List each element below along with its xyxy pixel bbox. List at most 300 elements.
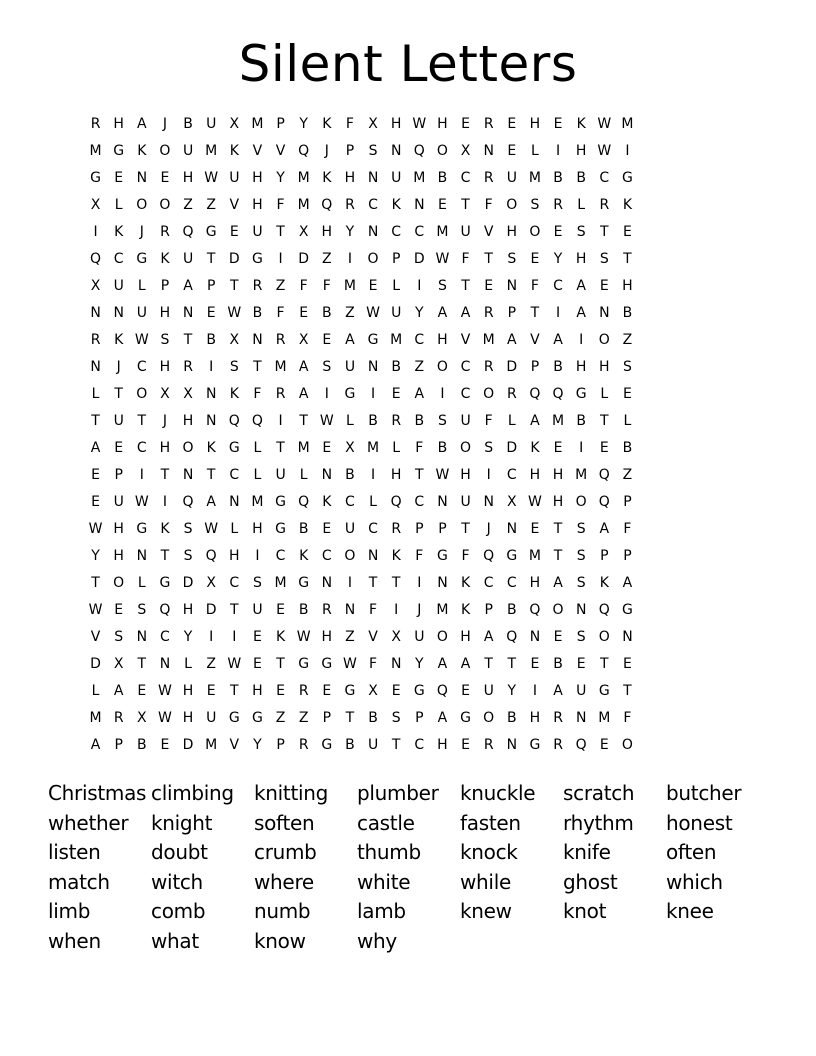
- grid-letter[interactable]: H: [437, 332, 448, 348]
- grid-letter[interactable]: R: [599, 197, 610, 213]
- grid-letter[interactable]: E: [461, 683, 470, 699]
- grid-letter[interactable]: H: [390, 467, 402, 483]
- grid-letter[interactable]: S: [484, 440, 494, 456]
- grid-letter[interactable]: G: [228, 710, 240, 726]
- grid-letter[interactable]: N: [506, 737, 518, 753]
- grid-letter[interactable]: H: [182, 683, 194, 699]
- grid-letter[interactable]: B: [252, 305, 263, 321]
- grid-letter[interactable]: I: [394, 602, 399, 618]
- grid-letter[interactable]: V: [275, 143, 286, 159]
- grid-letter[interactable]: N: [136, 548, 148, 564]
- grid-letter[interactable]: R: [483, 116, 494, 132]
- grid-letter[interactable]: N: [437, 494, 448, 510]
- grid-letter[interactable]: T: [276, 224, 285, 240]
- grid-letter[interactable]: H: [552, 467, 564, 483]
- grid-letter[interactable]: O: [460, 440, 472, 456]
- grid-letter[interactable]: Y: [553, 251, 563, 267]
- grid-letter[interactable]: X: [183, 386, 193, 402]
- grid-letter[interactable]: K: [530, 440, 540, 456]
- grid-letter[interactable]: N: [182, 305, 194, 321]
- grid-letter[interactable]: Y: [507, 683, 517, 699]
- grid-letter[interactable]: L: [137, 278, 146, 294]
- grid-letter[interactable]: Z: [414, 359, 425, 375]
- grid-letter[interactable]: H: [552, 494, 564, 510]
- grid-letter[interactable]: I: [579, 440, 584, 456]
- grid-letter[interactable]: U: [136, 305, 147, 321]
- grid-letter[interactable]: O: [159, 197, 171, 213]
- grid-letter[interactable]: X: [90, 197, 101, 213]
- grid-letter[interactable]: F: [530, 278, 539, 294]
- grid-letter[interactable]: B: [622, 440, 633, 456]
- grid-letter[interactable]: L: [346, 413, 354, 429]
- grid-letter[interactable]: C: [483, 575, 494, 591]
- grid-letter[interactable]: O: [436, 359, 448, 375]
- grid-letter[interactable]: G: [136, 521, 148, 537]
- grid-letter[interactable]: T: [368, 575, 378, 591]
- grid-letter[interactable]: G: [460, 710, 471, 726]
- grid-letter[interactable]: T: [553, 548, 563, 564]
- grid-letter[interactable]: G: [321, 656, 333, 672]
- grid-letter[interactable]: A: [298, 386, 309, 402]
- grid-letter[interactable]: S: [322, 359, 332, 375]
- grid-letter[interactable]: Q: [228, 413, 240, 429]
- grid-letter[interactable]: Y: [415, 656, 424, 672]
- grid-letter[interactable]: M: [413, 170, 426, 186]
- grid-letter[interactable]: Z: [622, 332, 633, 348]
- grid-letter[interactable]: R: [506, 386, 517, 402]
- grid-letter[interactable]: G: [136, 251, 148, 267]
- grid-letter[interactable]: H: [252, 683, 263, 699]
- grid-letter[interactable]: C: [345, 494, 355, 510]
- grid-letter[interactable]: A: [507, 332, 517, 348]
- grid-letter[interactable]: G: [113, 143, 125, 159]
- grid-letter[interactable]: Y: [415, 305, 424, 321]
- grid-letter[interactable]: J: [486, 521, 491, 537]
- grid-letter[interactable]: E: [599, 737, 609, 753]
- grid-letter[interactable]: H: [575, 143, 587, 159]
- grid-letter[interactable]: Q: [90, 251, 102, 267]
- grid-letter[interactable]: H: [229, 548, 240, 564]
- grid-letter[interactable]: W: [366, 305, 380, 321]
- grid-letter[interactable]: N: [390, 656, 402, 672]
- grid-letter[interactable]: C: [113, 251, 124, 267]
- grid-letter[interactable]: G: [159, 575, 171, 591]
- grid-letter[interactable]: T: [137, 413, 147, 429]
- grid-letter[interactable]: S: [437, 413, 447, 429]
- grid-letter[interactable]: T: [91, 413, 100, 429]
- grid-letter[interactable]: N: [367, 359, 379, 375]
- grid-letter[interactable]: I: [532, 683, 537, 699]
- grid-letter[interactable]: G: [506, 548, 518, 564]
- grid-letter[interactable]: I: [93, 224, 98, 240]
- grid-letter[interactable]: A: [576, 278, 586, 294]
- grid-letter[interactable]: F: [276, 197, 285, 213]
- grid-letter[interactable]: S: [391, 710, 401, 726]
- grid-letter[interactable]: N: [205, 386, 217, 402]
- grid-letter[interactable]: U: [113, 413, 124, 429]
- grid-letter[interactable]: K: [206, 440, 216, 456]
- grid-letter[interactable]: E: [576, 656, 586, 672]
- grid-letter[interactable]: T: [461, 197, 470, 213]
- grid-letter[interactable]: C: [160, 629, 170, 645]
- grid-letter[interactable]: E: [229, 224, 239, 240]
- grid-letter[interactable]: R: [483, 305, 494, 321]
- grid-letter[interactable]: M: [343, 278, 356, 294]
- grid-letter[interactable]: I: [579, 332, 584, 348]
- grid-letter[interactable]: T: [530, 305, 540, 321]
- grid-letter[interactable]: Y: [91, 548, 100, 564]
- grid-letter[interactable]: M: [367, 440, 380, 456]
- grid-letter[interactable]: W: [158, 710, 172, 726]
- grid-letter[interactable]: T: [553, 521, 563, 537]
- grid-letter[interactable]: P: [600, 548, 609, 564]
- grid-letter[interactable]: H: [113, 116, 124, 132]
- grid-letter[interactable]: U: [113, 278, 124, 294]
- grid-letter[interactable]: Z: [345, 305, 355, 321]
- grid-letter[interactable]: O: [436, 629, 448, 645]
- grid-letter[interactable]: F: [253, 386, 262, 402]
- grid-letter[interactable]: P: [623, 548, 632, 564]
- grid-letter[interactable]: A: [298, 359, 309, 375]
- grid-letter[interactable]: W: [158, 683, 172, 699]
- grid-letter[interactable]: G: [298, 575, 310, 591]
- grid-letter[interactable]: N: [575, 602, 587, 618]
- grid-letter[interactable]: A: [183, 278, 193, 294]
- grid-letter[interactable]: T: [230, 278, 239, 294]
- grid-letter[interactable]: X: [391, 629, 401, 645]
- grid-letter[interactable]: U: [367, 737, 379, 753]
- grid-letter[interactable]: R: [553, 737, 563, 753]
- grid-letter[interactable]: M: [297, 197, 310, 213]
- grid-letter[interactable]: N: [483, 143, 494, 159]
- grid-letter[interactable]: I: [162, 494, 167, 510]
- grid-letter[interactable]: E: [253, 629, 262, 645]
- grid-letter[interactable]: T: [391, 575, 401, 591]
- grid-letter[interactable]: E: [114, 602, 124, 618]
- grid-letter[interactable]: T: [299, 413, 308, 429]
- grid-letter[interactable]: L: [230, 521, 239, 537]
- grid-letter[interactable]: K: [599, 575, 609, 591]
- grid-letter[interactable]: Q: [251, 413, 263, 429]
- grid-letter[interactable]: C: [414, 332, 425, 348]
- grid-letter[interactable]: C: [368, 521, 378, 537]
- grid-letter[interactable]: E: [461, 737, 470, 753]
- grid-letter[interactable]: K: [460, 575, 471, 591]
- grid-letter[interactable]: N: [182, 467, 194, 483]
- grid-letter[interactable]: X: [298, 332, 309, 348]
- grid-letter[interactable]: S: [530, 197, 540, 213]
- grid-letter[interactable]: E: [530, 656, 540, 672]
- grid-letter[interactable]: R: [553, 710, 563, 726]
- grid-letter[interactable]: N: [136, 629, 148, 645]
- grid-letter[interactable]: Z: [183, 197, 193, 213]
- grid-letter[interactable]: V: [460, 332, 471, 348]
- grid-letter[interactable]: E: [91, 494, 100, 510]
- grid-letter[interactable]: S: [252, 575, 262, 591]
- grid-letter[interactable]: B: [391, 359, 401, 375]
- grid-letter[interactable]: E: [553, 440, 563, 456]
- grid-letter[interactable]: C: [275, 548, 286, 564]
- grid-letter[interactable]: Z: [206, 656, 216, 672]
- grid-letter[interactable]: F: [415, 548, 424, 564]
- grid-letter[interactable]: X: [160, 386, 170, 402]
- grid-letter[interactable]: H: [460, 467, 471, 483]
- grid-letter[interactable]: U: [460, 494, 471, 510]
- grid-letter[interactable]: T: [345, 710, 355, 726]
- grid-letter[interactable]: I: [486, 467, 491, 483]
- grid-letter[interactable]: J: [139, 224, 144, 240]
- grid-letter[interactable]: G: [598, 683, 610, 699]
- grid-letter[interactable]: P: [322, 710, 332, 726]
- grid-letter[interactable]: W: [597, 143, 612, 159]
- grid-letter[interactable]: G: [437, 548, 448, 564]
- grid-letter[interactable]: D: [228, 251, 240, 267]
- grid-letter[interactable]: K: [114, 224, 124, 240]
- grid-letter[interactable]: U: [483, 683, 494, 699]
- grid-letter[interactable]: N: [136, 170, 148, 186]
- grid-letter[interactable]: S: [368, 143, 378, 159]
- grid-letter[interactable]: V: [530, 332, 540, 348]
- grid-letter[interactable]: O: [344, 548, 356, 564]
- grid-letter[interactable]: G: [622, 602, 633, 618]
- grid-letter[interactable]: L: [600, 386, 609, 402]
- grid-letter[interactable]: Q: [436, 683, 448, 699]
- grid-letter[interactable]: E: [553, 224, 563, 240]
- grid-letter[interactable]: A: [90, 440, 101, 456]
- grid-letter[interactable]: T: [600, 413, 609, 429]
- grid-letter[interactable]: W: [412, 116, 427, 132]
- grid-letter[interactable]: B: [368, 710, 378, 726]
- grid-letter[interactable]: G: [275, 494, 286, 510]
- grid-letter[interactable]: T: [623, 683, 632, 699]
- grid-letter[interactable]: L: [392, 278, 401, 294]
- grid-letter[interactable]: I: [370, 386, 376, 402]
- grid-letter[interactable]: I: [555, 305, 561, 321]
- grid-letter[interactable]: Z: [206, 197, 216, 213]
- grid-letter[interactable]: E: [299, 305, 309, 321]
- grid-letter[interactable]: T: [600, 656, 609, 672]
- grid-letter[interactable]: S: [622, 359, 632, 375]
- grid-letter[interactable]: N: [414, 197, 425, 213]
- grid-letter[interactable]: E: [137, 683, 147, 699]
- grid-letter[interactable]: P: [484, 602, 493, 618]
- grid-letter[interactable]: L: [507, 413, 516, 429]
- grid-letter[interactable]: K: [322, 116, 332, 132]
- grid-letter[interactable]: E: [623, 386, 632, 402]
- grid-letter[interactable]: O: [621, 737, 633, 753]
- grid-letter[interactable]: R: [252, 278, 263, 294]
- grid-letter[interactable]: J: [324, 143, 329, 159]
- grid-letter[interactable]: E: [484, 278, 494, 294]
- grid-letter[interactable]: I: [370, 467, 376, 483]
- grid-letter[interactable]: U: [252, 602, 263, 618]
- grid-letter[interactable]: N: [321, 575, 333, 591]
- grid-letter[interactable]: Z: [298, 710, 309, 726]
- grid-letter[interactable]: E: [276, 602, 285, 618]
- grid-letter[interactable]: H: [529, 575, 541, 591]
- grid-letter[interactable]: E: [114, 440, 124, 456]
- grid-letter[interactable]: E: [253, 656, 262, 672]
- grid-letter[interactable]: E: [206, 305, 216, 321]
- grid-letter[interactable]: L: [114, 197, 123, 213]
- grid-letter[interactable]: T: [461, 278, 470, 294]
- grid-letter[interactable]: E: [91, 467, 100, 483]
- grid-letter[interactable]: U: [113, 494, 124, 510]
- grid-letter[interactable]: T: [137, 656, 147, 672]
- grid-letter[interactable]: A: [113, 683, 124, 699]
- grid-letter[interactable]: B: [622, 305, 633, 321]
- grid-letter[interactable]: U: [391, 305, 402, 321]
- grid-letter[interactable]: P: [206, 278, 216, 294]
- grid-letter[interactable]: Z: [622, 467, 633, 483]
- grid-letter[interactable]: R: [160, 224, 170, 240]
- grid-letter[interactable]: R: [391, 413, 402, 429]
- grid-letter[interactable]: P: [160, 278, 170, 294]
- grid-letter[interactable]: K: [622, 197, 633, 213]
- grid-letter[interactable]: K: [160, 251, 170, 267]
- grid-letter[interactable]: R: [483, 170, 494, 186]
- grid-letter[interactable]: M: [297, 440, 310, 456]
- grid-letter[interactable]: C: [460, 170, 471, 186]
- grid-letter[interactable]: X: [206, 575, 216, 591]
- grid-letter[interactable]: H: [437, 737, 448, 753]
- grid-letter[interactable]: F: [484, 197, 493, 213]
- grid-letter[interactable]: F: [461, 548, 470, 564]
- grid-letter[interactable]: A: [599, 521, 610, 537]
- grid-letter[interactable]: M: [528, 548, 541, 564]
- grid-letter[interactable]: H: [252, 170, 263, 186]
- grid-letter[interactable]: A: [137, 116, 147, 132]
- grid-letter[interactable]: E: [530, 251, 540, 267]
- grid-letter[interactable]: M: [205, 143, 218, 159]
- grid-letter[interactable]: Y: [345, 224, 355, 240]
- grid-letter[interactable]: H: [390, 116, 402, 132]
- grid-letter[interactable]: B: [576, 170, 586, 186]
- grid-letter[interactable]: M: [205, 737, 218, 753]
- grid-letter[interactable]: G: [413, 683, 425, 699]
- grid-letter[interactable]: D: [413, 251, 425, 267]
- grid-letter[interactable]: B: [183, 116, 193, 132]
- grid-letter[interactable]: U: [344, 359, 356, 375]
- grid-letter[interactable]: B: [414, 413, 425, 429]
- grid-letter[interactable]: W: [319, 413, 334, 429]
- grid-letter[interactable]: A: [530, 413, 540, 429]
- grid-letter[interactable]: I: [625, 143, 630, 159]
- grid-letter[interactable]: B: [137, 737, 147, 753]
- grid-letter[interactable]: M: [575, 467, 588, 483]
- grid-letter[interactable]: T: [206, 467, 216, 483]
- grid-letter[interactable]: H: [529, 467, 541, 483]
- grid-letter[interactable]: K: [460, 602, 471, 618]
- grid-letter[interactable]: T: [230, 683, 239, 699]
- grid-letter[interactable]: R: [345, 197, 355, 213]
- grid-letter[interactable]: M: [436, 224, 449, 240]
- grid-letter[interactable]: C: [506, 575, 517, 591]
- grid-letter[interactable]: V: [229, 737, 240, 753]
- grid-letter[interactable]: A: [414, 386, 425, 402]
- grid-letter[interactable]: A: [553, 575, 563, 591]
- grid-letter[interactable]: Q: [529, 386, 541, 402]
- grid-letter[interactable]: L: [577, 197, 586, 213]
- grid-letter[interactable]: U: [391, 170, 402, 186]
- grid-letter[interactable]: B: [322, 305, 332, 321]
- grid-letter[interactable]: Q: [321, 197, 333, 213]
- grid-letter[interactable]: H: [506, 224, 518, 240]
- grid-letter[interactable]: H: [159, 440, 171, 456]
- grid-letter[interactable]: I: [139, 467, 144, 483]
- grid-letter[interactable]: U: [182, 143, 194, 159]
- grid-letter[interactable]: S: [183, 548, 193, 564]
- grid-letter[interactable]: A: [460, 656, 471, 672]
- grid-letter[interactable]: C: [460, 386, 471, 402]
- grid-letter[interactable]: G: [228, 440, 240, 456]
- grid-letter[interactable]: O: [506, 197, 518, 213]
- grid-letter[interactable]: H: [252, 521, 263, 537]
- grid-letter[interactable]: I: [255, 548, 260, 564]
- grid-letter[interactable]: M: [251, 116, 264, 132]
- grid-letter[interactable]: A: [622, 575, 633, 591]
- grid-letter[interactable]: G: [90, 170, 101, 186]
- grid-letter[interactable]: X: [368, 683, 378, 699]
- grid-letter[interactable]: T: [183, 332, 193, 348]
- grid-letter[interactable]: H: [622, 278, 633, 294]
- grid-letter[interactable]: H: [321, 224, 333, 240]
- grid-letter[interactable]: D: [205, 602, 217, 618]
- grid-letter[interactable]: M: [251, 494, 264, 510]
- grid-letter[interactable]: G: [275, 521, 286, 537]
- grid-letter[interactable]: A: [483, 629, 494, 645]
- grid-letter[interactable]: F: [461, 251, 470, 267]
- grid-letter[interactable]: A: [576, 305, 586, 321]
- grid-letter[interactable]: M: [89, 710, 102, 726]
- grid-letter[interactable]: C: [414, 737, 425, 753]
- grid-letter[interactable]: T: [507, 656, 517, 672]
- grid-letter[interactable]: H: [182, 413, 194, 429]
- grid-letter[interactable]: L: [253, 440, 262, 456]
- grid-letter[interactable]: K: [114, 332, 124, 348]
- grid-letter[interactable]: B: [576, 413, 586, 429]
- grid-letter[interactable]: E: [206, 683, 216, 699]
- grid-letter[interactable]: H: [159, 359, 171, 375]
- grid-letter[interactable]: N: [159, 656, 171, 672]
- grid-letter[interactable]: T: [600, 224, 609, 240]
- grid-letter[interactable]: E: [160, 170, 170, 186]
- grid-letter[interactable]: J: [162, 413, 167, 429]
- grid-letter[interactable]: G: [344, 683, 356, 699]
- grid-letter[interactable]: X: [460, 143, 471, 159]
- grid-letter[interactable]: P: [530, 359, 540, 375]
- grid-letter[interactable]: A: [206, 494, 216, 510]
- grid-letter[interactable]: L: [531, 143, 539, 159]
- grid-letter[interactable]: X: [345, 440, 355, 456]
- grid-letter[interactable]: W: [597, 116, 612, 132]
- grid-letter[interactable]: S: [229, 359, 239, 375]
- grid-letter[interactable]: N: [90, 359, 101, 375]
- grid-letter[interactable]: B: [345, 467, 355, 483]
- grid-letter[interactable]: B: [345, 737, 355, 753]
- grid-letter[interactable]: F: [299, 278, 308, 294]
- grid-letter[interactable]: M: [274, 575, 287, 591]
- grid-letter[interactable]: O: [598, 332, 610, 348]
- grid-letter[interactable]: N: [390, 143, 402, 159]
- grid-letter[interactable]: W: [296, 629, 311, 645]
- grid-letter[interactable]: O: [436, 143, 448, 159]
- grid-letter[interactable]: X: [137, 710, 147, 726]
- grid-letter[interactable]: F: [484, 413, 493, 429]
- grid-letter[interactable]: B: [437, 170, 448, 186]
- grid-letter[interactable]: T: [160, 548, 170, 564]
- grid-letter[interactable]: A: [90, 737, 101, 753]
